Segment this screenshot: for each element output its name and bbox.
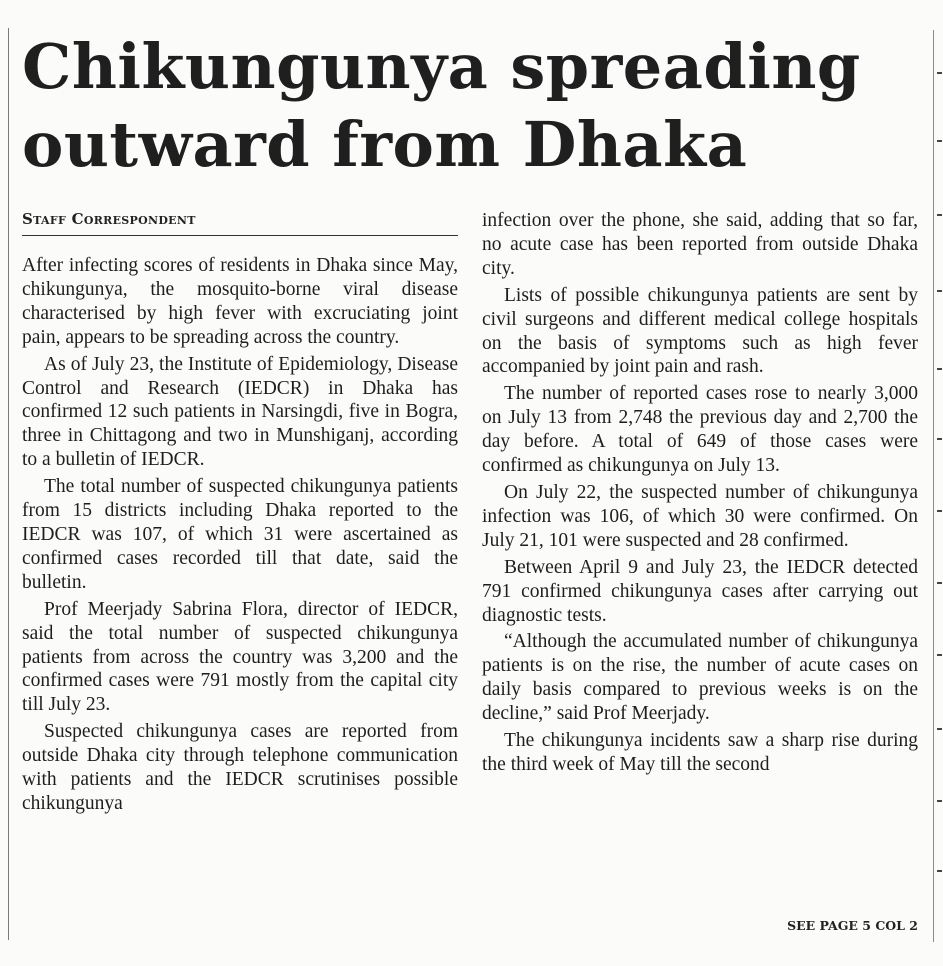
headline: Chikungunya spreading outward from Dhaka (22, 30, 861, 181)
paragraph: The chikungunya incidents saw a sharp rise during the third week of May till the second (482, 730, 918, 775)
paragraph: After infecting scores of residents in Dhaka since May, chikungunya, the mosquito-borne viral disease characterised by high fever with excruciating joint pain, appears to be spreading across the country. (22, 255, 458, 348)
paragraph: As of July 23, the Institute of Epidemiology, Disease Control and Research (IEDCR) in Dhaka has confirmed 12 such patients in Narsingdi, five in Bogra, three in Chittagong and two in Munshiganj, according to a bulletin of IEDCR. (22, 353, 458, 471)
column-rule-right (933, 30, 934, 942)
paragraph: Suspected chikungunya cases are reported from outside Dhaka city through telephone communication with patients and the IEDCR scrutinises possible chikungunya (22, 721, 458, 814)
byline-divider (22, 235, 458, 236)
paragraph-continued: infection over the phone, she said, adding that so far, no acute case has been reported from outside Dhaka city. (482, 210, 918, 279)
byline: Staff Correspondent (22, 210, 196, 228)
column-rule-left (8, 28, 9, 940)
paragraph: “Although the accumulated number of chikungunya patients is on the rise, the number of acute cases on daily basis compared to previous weeks is on the decline,” said Prof Meerjady. (482, 631, 918, 725)
paragraph: Lists of possible chikungunya patients are sent by civil surgeons and different medical college hospitals on the basis of symptoms such as high fever accompanied by joint pain and rash. (482, 284, 918, 378)
paragraph: Prof Meerjady Sabrina Flora, director of IEDCR, said the total number of suspected chikungunya patients from across the country was 3,200 and the confirmed cases were 791 mostly from the capital city till July 23. (22, 598, 458, 716)
paragraph: The number of reported cases rose to nearly 3,000 on July 13 from 2,748 the previous day and 2,700 the day before. A total of 649 of those cases were confirmed as chikungunya on July 13. (482, 383, 918, 477)
article-column-2 (482, 209, 918, 780)
continuation-jump-line: SEE PAGE 5 COL 2 (787, 918, 918, 933)
paragraph: The total number of suspected chikungunya patients from 15 districts including Dhaka reported to the IEDCR was 107, of which 31 were ascertained as confirmed cases recorded till that date, said the bulletin. (22, 476, 458, 593)
paragraph: Between April 9 and July 23, the IEDCR detected 791 confirmed chikungunya cases after carrying out diagnostic tests. (482, 556, 918, 626)
article-column-1 (22, 254, 458, 819)
paragraph: On July 22, the suspected number of chikungunya infection was 106, of which 30 were confirmed. On July 21, 101 were suspected and 28 confirmed. (482, 481, 918, 551)
